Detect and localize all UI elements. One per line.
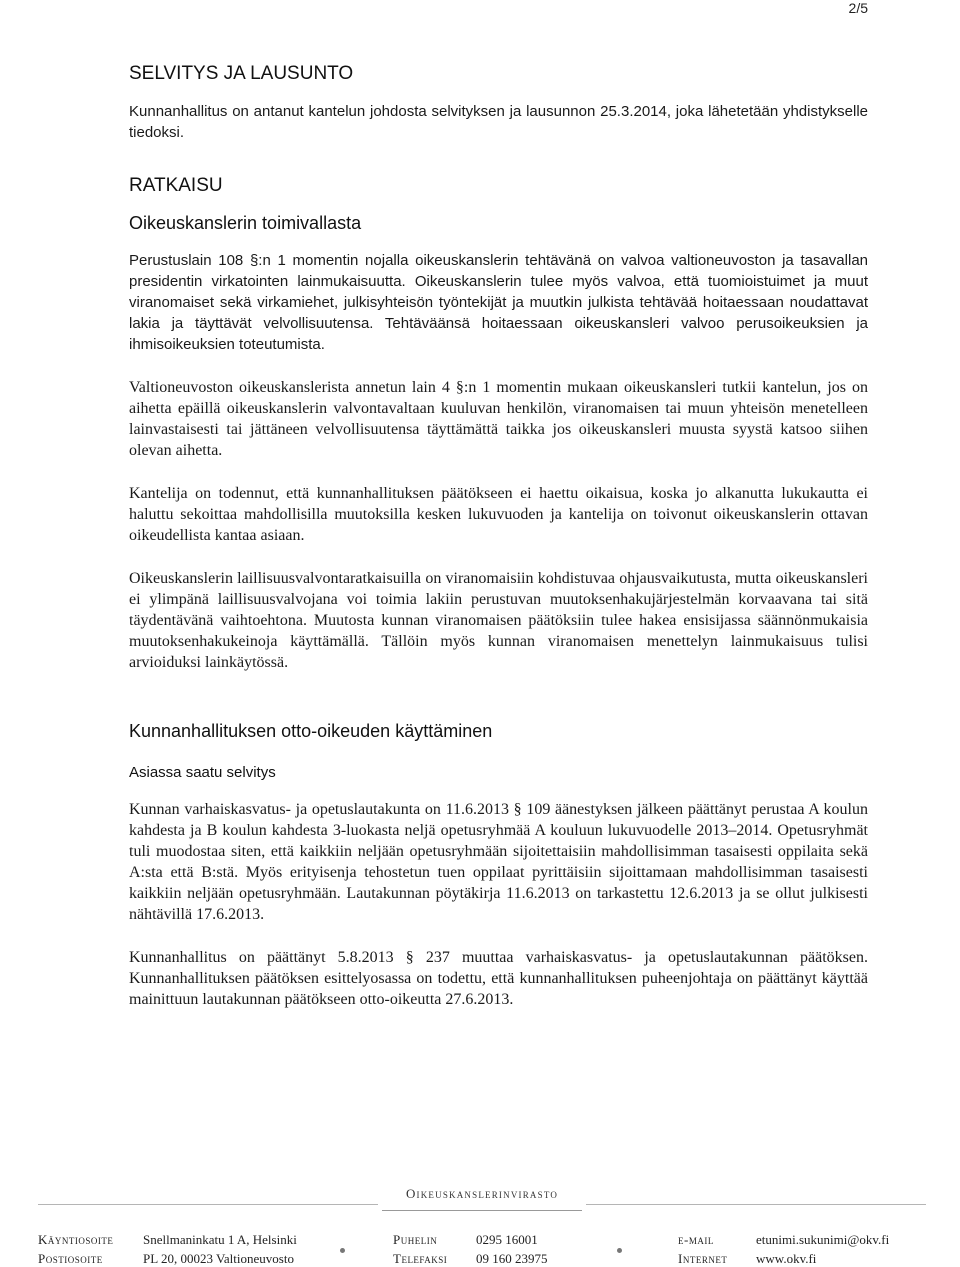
subsubheading-selvitys: Asiassa saatu selvitys	[129, 764, 276, 781]
footer-kayntiosoite-value: Snellmaninkatu 1 A, Helsinki	[143, 1232, 297, 1247]
paragraph-ohjausvaikutus: Oikeuskanslerin laillisuusvalvontaratkaisuilla on viranomaisiin kohdistuvaa ohjausvaikutusta, mutta oikeuskansleri ei ylimpänä laillisuusvalvojana voi toimia lakiin perustuvan muutoksenhakujärjestelmän korvaavana tai sitä täydentävänä vaihtoehtona. Muutosta kunnan viranomaisen päätöksiin tulee hakea ensisijassa säännönmukaisia muutoksenhakukeinoja käyttämällä. Tällöin myös kunnan viranomaisen menettelyn lainmukaisuus tulisi arvioiduksi lainkäytössä.	[129, 570, 868, 671]
paragraph-perustuslaki	[129, 250, 868, 355]
paragraph-perustuslaki-text: Perustuslain 108 §:n 1 momentin nojalla oikeuskanslerin tehtävänä on valvoa valtioneuvoston ja tasavallan presidentin virkatointen lainmukaisuutta. Oikeuskanslerin tulee myös valvoa, että tuomioistuimet ja muut viranomaiset sekä virkamiehet, julkisyhteisön työntekijät ja muutkin julkista tehtävää hoitaessaan noudattavat lakia ja täyttävät velvollisuutensa. Tehtäväänsä hoitaessaan oikeuskansleri valvoo perusoikeuksien ja ihmisoikeuksien toteutumista.	[129, 252, 868, 353]
footer-separator-dot	[617, 1248, 622, 1253]
footer-postiosoite-value: PL 20, 00023 Valtioneuvosto	[143, 1251, 294, 1266]
footer-telefaksi-label: Telefaksi	[393, 1251, 448, 1266]
footer-organization-underline	[382, 1210, 582, 1211]
paragraph-lautakunta: Kunnan varhaiskasvatus- ja opetuslautakunta on 11.6.2013 § 109 äänestyksen jälkeen päättänyt perustaa A koulun kahdesta ja B koulun kahdesta 3-luokasta neljä opetusryhmää A kouluun lukuvuodelle 2013–2014. Opetusryhmät tuli muodostaa siten, että kaikkiin neljään opetusryhmään sijoitettaisiin mahdollisimman tasaisesti oppilaita sekä A:sta että B:stä. Myös erityisenja tehostetun tuen oppilaat pyrittäisiin sijoittamaan mahdollisimman tasaisesti kaikkiin neljään opetusryhmään. Lautakunnan pöytäkirja 11.6.2013 on tarkastettu 12.6.2013 ja se ollut julkisesti nähtävillä 17.6.2013.	[129, 801, 868, 923]
subheading-otto-oikeus: Kunnanhallituksen otto-oikeuden käyttäminen	[129, 721, 493, 741]
footer-puhelin-label: Puhelin	[393, 1232, 438, 1247]
footer-organization: Oikeuskanslerinvirasto	[405, 1186, 559, 1201]
heading-selvitys: SELVITYS JA LAUSUNTO	[129, 63, 354, 84]
footer-puhelin-value: 0295 16001	[476, 1232, 538, 1247]
footer-email-label: e-mail	[678, 1232, 714, 1247]
paragraph-selvitys: Kunnanhallitus on antanut kantelun johdosta selvityksen ja lausunnon 25.3.2014, joka lähetetään yhdistykselle tiedoksi.	[129, 103, 868, 141]
subheading-toimivalta: Oikeuskanslerin toimivallasta	[129, 213, 362, 233]
paragraph-valtioneuvosto: Valtioneuvoston oikeuskanslerista annetun lain 4 §:n 1 momentin mukaan oikeuskansleri tutkii kantelun, jos on aihetta epäillä oikeuskanslerin valvontavaltaan kuuluvan henkilön, viranomaisen tai muun yhteisön menetelleen lainvastaisesti tai jättäneen velvollisuutensa täyttämättä taikka jos oikeuskansleri muusta syystä katsoo siihen olevan aihetta.	[129, 379, 868, 459]
heading-ratkaisu: RATKAISU	[129, 175, 223, 196]
footer-kayntiosoite-label: Käyntiosoite	[38, 1232, 114, 1247]
footer-divider-right	[586, 1204, 926, 1205]
footer-internet-value[interactable]: www.okv.fi	[756, 1251, 817, 1266]
footer-email-value[interactable]: etunimi.sukunimi@okv.fi	[756, 1232, 890, 1247]
page-number: 2/5	[848, 0, 868, 16]
document-body	[129, 55, 868, 1032]
paragraph-kunnanhallitus: Kunnanhallitus on päättänyt 5.8.2013 § 237 muuttaa varhaiskasvatus- ja opetuslautakunnan päätöksen. Kunnanhallituksen päätöksen esittelyosassa on todettu, että kunnanhallituksen puheenjohtaja on päättänyt käyttää mainittuun lautakunnan päätökseen otto-oikeutta 27.6.2013.	[129, 949, 868, 1008]
footer-telefaksi-value: 09 160 23975	[476, 1251, 548, 1266]
footer-postiosoite-label: Postiosoite	[38, 1251, 103, 1266]
footer-divider-left	[38, 1204, 378, 1205]
paragraph-kantelija: Kantelija on todennut, että kunnanhallituksen päätökseen ei haettu oikaisua, koska jo alkanutta lukukautta ei haluttu sekoittaa mahdollisilla muutoksilla kesken lukuvuoden ja kantelija on toivonut oikeuskanslerin ottavan oikeudellista kantaa asiaan.	[129, 485, 868, 544]
footer-internet-label: Internet	[678, 1251, 728, 1266]
footer-separator-dot	[340, 1248, 345, 1253]
